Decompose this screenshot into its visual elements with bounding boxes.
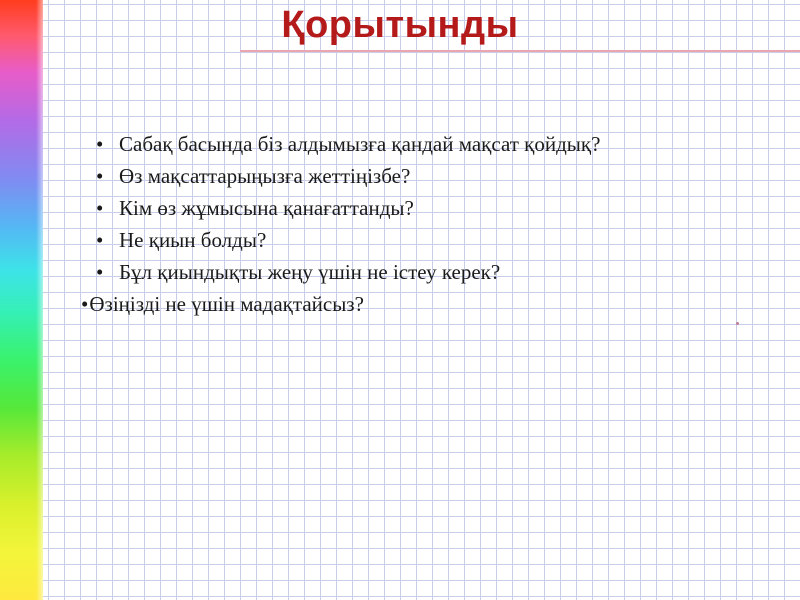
bullet-icon: • xyxy=(96,132,104,156)
list-item xyxy=(0,128,800,160)
bullet-icon: • xyxy=(96,260,104,284)
list-item xyxy=(0,224,800,256)
list-item xyxy=(0,256,800,288)
question-list xyxy=(0,128,800,320)
slide-title: Қорытынды xyxy=(281,4,519,46)
list-item xyxy=(0,160,800,192)
question-text: Не қиын болды? xyxy=(119,228,267,252)
question-text: Кім өз жұмысына қанағаттанды? xyxy=(119,196,414,220)
bullet-icon: • xyxy=(96,228,104,252)
title-underline-rule xyxy=(240,50,800,52)
list-item xyxy=(0,192,800,224)
bullet-icon: • xyxy=(81,292,89,316)
question-text: Сабақ басында біз алдымызға қандай мақсат қойдық? xyxy=(119,132,601,156)
question-text: Өз мақсаттарыңызға жеттіңізбе? xyxy=(119,164,411,188)
question-text: Өзіңізді не үшін мадақтайсыз? xyxy=(89,292,364,316)
paper-speck xyxy=(736,322,739,325)
list-item xyxy=(0,288,800,320)
bullet-icon: • xyxy=(96,164,104,188)
question-text: Бұл қиындықты жеңу үшін не істеу керек? xyxy=(119,260,501,284)
bullet-icon: • xyxy=(96,196,104,220)
